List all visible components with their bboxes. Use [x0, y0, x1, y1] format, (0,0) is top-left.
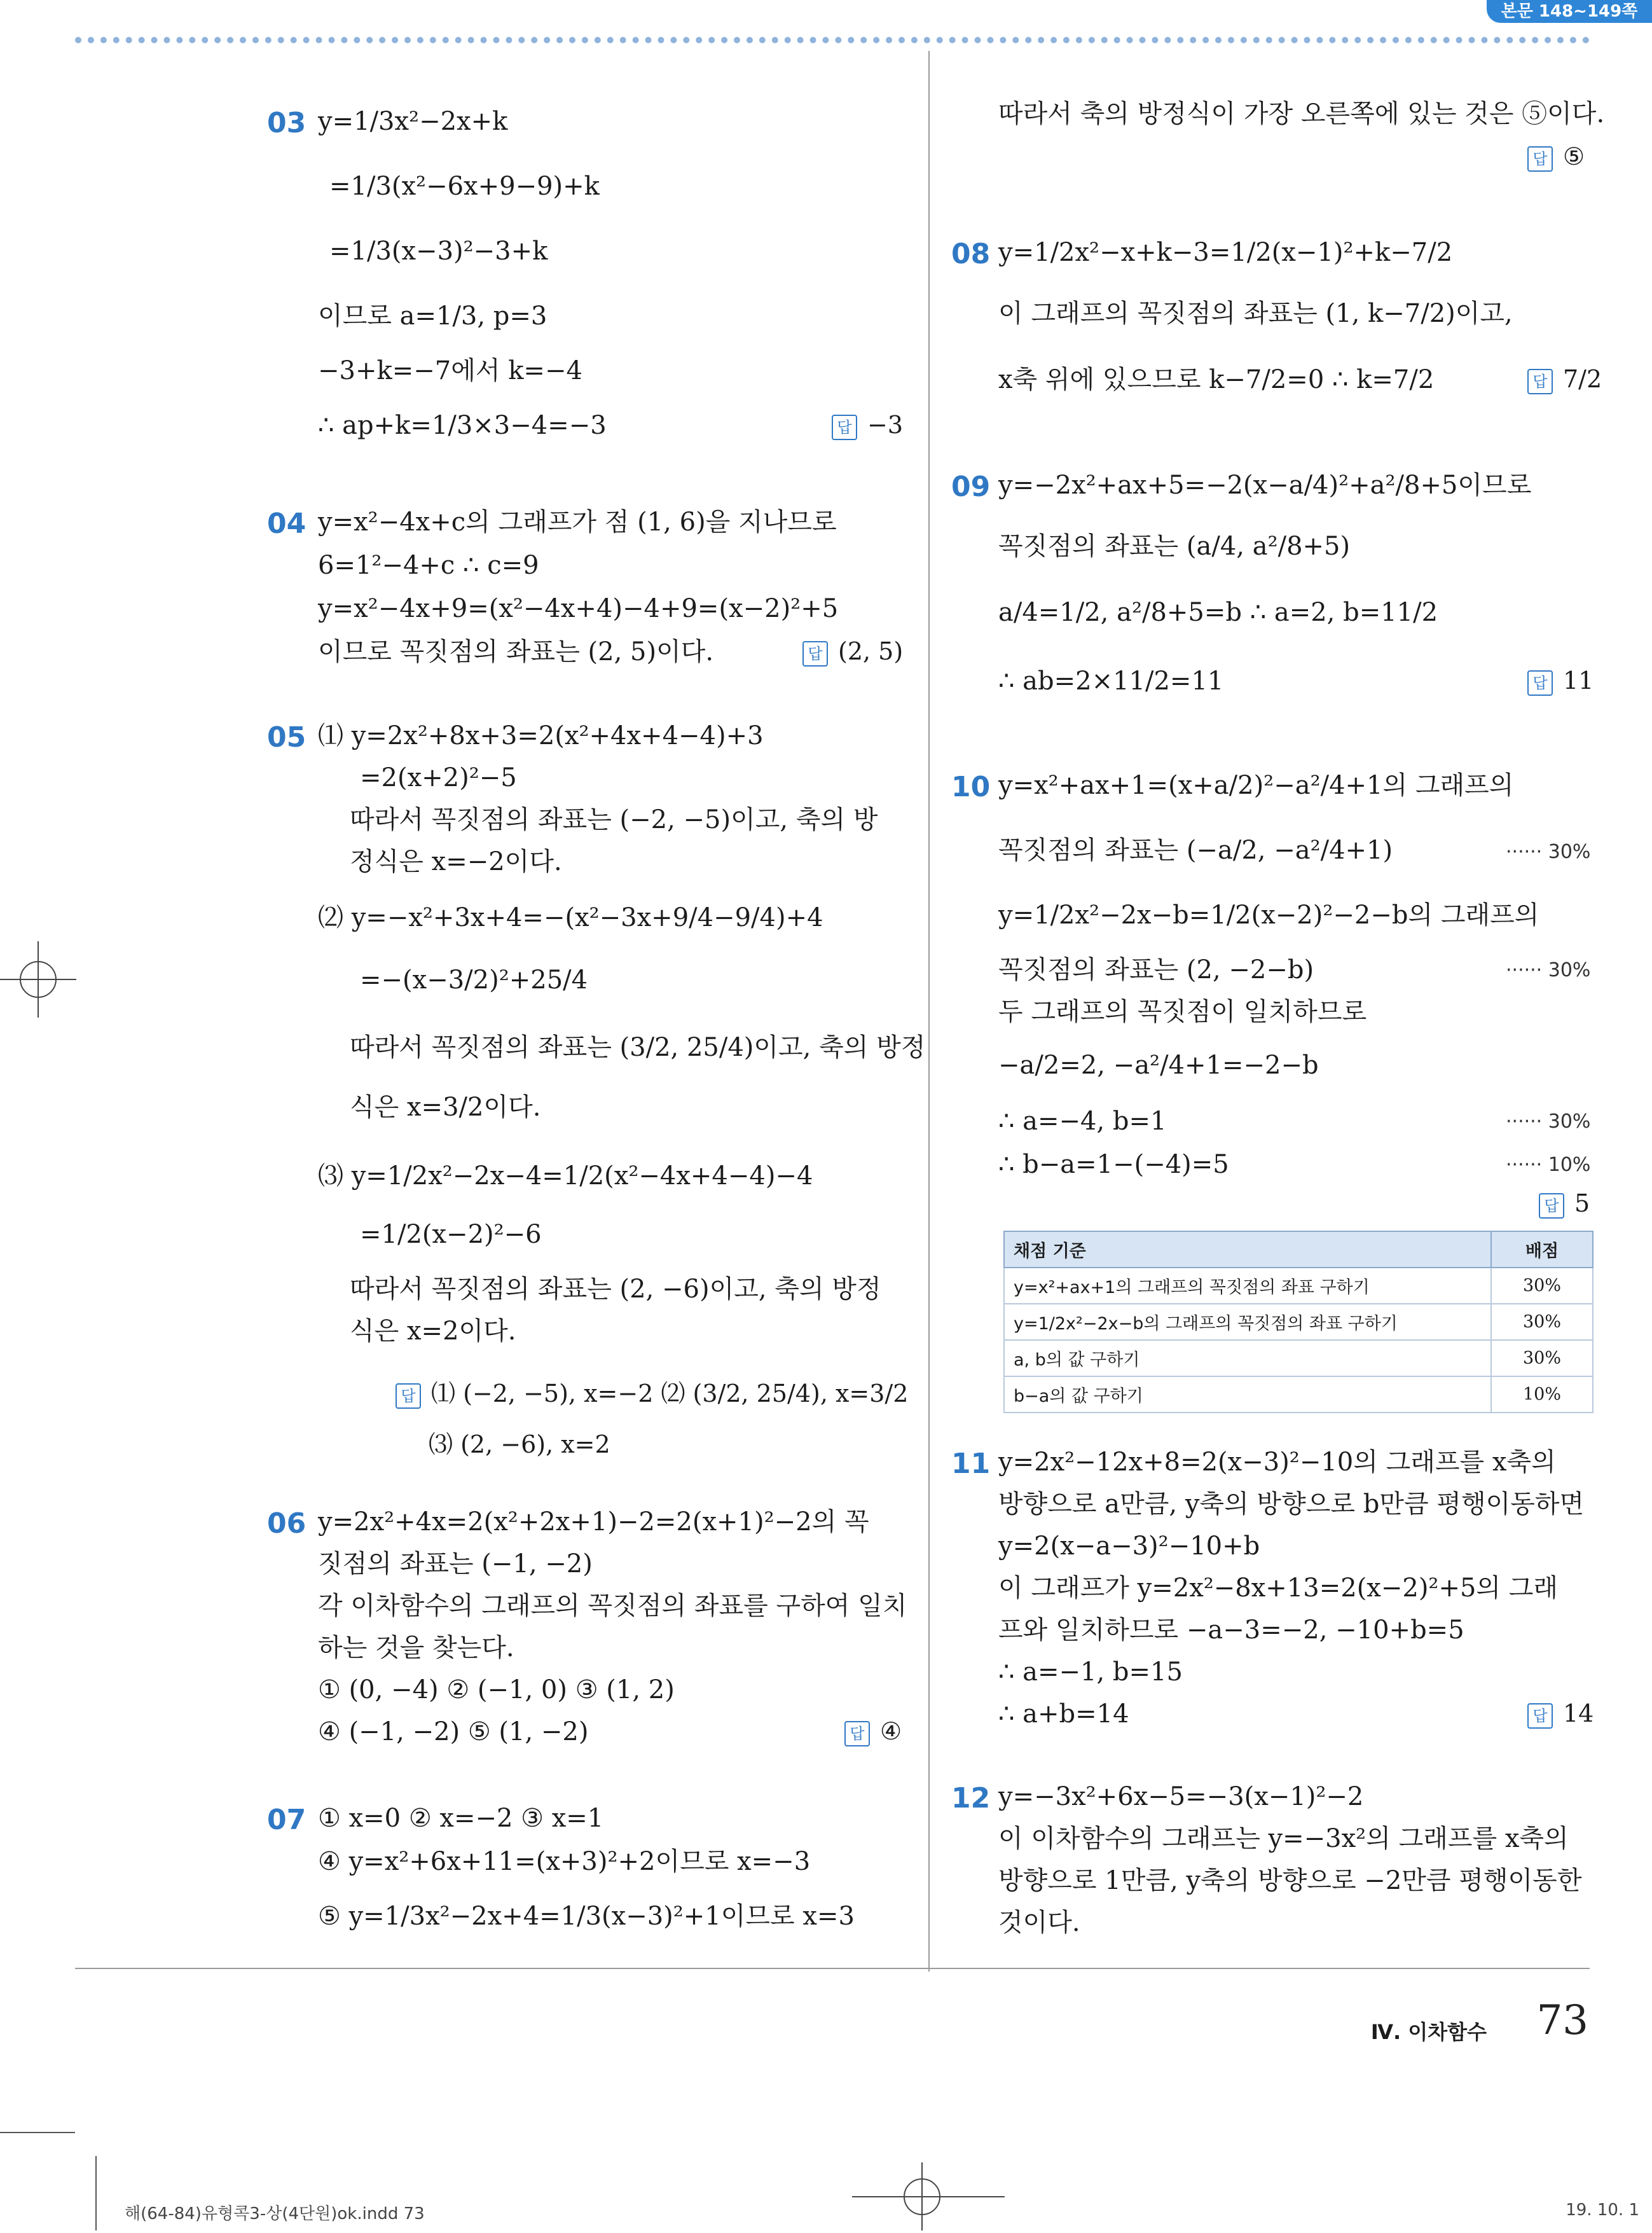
solution-line: 꼭짓점의 좌표는 (a/4, a²/8+5) [998, 532, 1351, 561]
solution-line: ∴ ap+k=1/3×3−4=−3 [318, 411, 607, 440]
solution-line: y=x²−4x+c의 그래프가 점 (1, 6)을 지나므로 [318, 508, 837, 537]
answer-value: (2, 5) [838, 637, 904, 665]
answer-value: 5 [1574, 1189, 1590, 1217]
grading-points: 30% [1491, 1268, 1593, 1304]
solution-line: 두 그래프의 꼭짓점이 일치하므로 [998, 997, 1367, 1027]
grading-criterion: a, b의 값 구하기 [1004, 1340, 1491, 1376]
solution-line: 꼭짓점의 좌표는 (−a/2, −a²/4+1) [998, 836, 1393, 865]
answer-value: 11 [1563, 667, 1594, 695]
solution-line: =2(x+2)²−5 [360, 763, 517, 792]
answer-label-icon: 답 [1527, 1703, 1553, 1729]
crop-mark [95, 2156, 97, 2230]
answer-label-icon: 답 [1527, 146, 1553, 172]
solution-line: y=x²+ax+1=(x+a/2)²−a²/4+1의 그래프의 [998, 771, 1514, 800]
solution-line: =1/2(x−2)²−6 [360, 1220, 542, 1249]
answer-label-icon: 답 [832, 415, 857, 440]
table-row [1004, 1268, 1593, 1304]
answer [802, 637, 903, 667]
grading-table [1003, 1231, 1593, 1413]
table-row [1004, 1340, 1593, 1376]
file-name: 해(64-84)유형콕3-상(4단원)ok.indd 73 [125, 2204, 425, 2223]
answer-label-icon: 답 [1527, 369, 1553, 394]
solution-line: 것이다. [998, 1908, 1080, 1937]
answer-continued: ⑶ (2, −6), x=2 [429, 1430, 610, 1458]
print-date: 19. 10. 1 [1566, 2201, 1639, 2220]
answer [1539, 1189, 1590, 1219]
solution-line: y=1/3x²−2x+k [318, 107, 508, 136]
solution-line: =−(x−3/2)²+25/4 [360, 965, 588, 995]
solution-line: y=x²−4x+9=(x²−4x+4)−4+9=(x−2)²+5 [318, 594, 839, 623]
solution-line: ∴ a=−1, b=15 [998, 1657, 1183, 1687]
answer-value: 14 [1563, 1699, 1594, 1727]
problem-number-04: 04 [267, 508, 306, 540]
answer [1527, 142, 1585, 172]
grading-criteria-header: 채점 기준 [1004, 1231, 1491, 1268]
table-row [1004, 1304, 1593, 1340]
answer-label-icon: 답 [1539, 1193, 1564, 1219]
problem-number-08: 08 [951, 238, 991, 270]
solution-line: a/4=1/2, a²/8+5=b ∴ a=2, b=11/2 [998, 598, 1438, 627]
solution-line: 따라서 꼭짓점의 좌표는 (3/2, 25/4)이고, 축의 방정 [350, 1033, 926, 1062]
solution-line: −3+k=−7에서 k=−4 [318, 356, 582, 385]
problem-number-07: 07 [267, 1804, 306, 1836]
answer-value: ④ [880, 1717, 902, 1745]
footer-rule [75, 1968, 1590, 1969]
page-range-tab: 본문 148~149쪽 [1487, 0, 1652, 23]
solution-line: =1/3(x−3)²−3+k [329, 237, 548, 266]
solution-line: ④ (−1, −2) ⑤ (1, −2) [318, 1717, 589, 1746]
solution-line: 하는 것을 찾는다. [318, 1633, 514, 1663]
crosshair-icon [0, 941, 76, 1018]
solution-line: x축 위에 있으므로 k−7/2=0 ∴ k=7/2 [998, 365, 1435, 394]
solution-line: 정식은 x=−2이다. [350, 847, 562, 876]
grading-points: 10% [1491, 1376, 1593, 1413]
score-percent: ······ 30% [1506, 959, 1591, 981]
score-percent: ······ 30% [1506, 841, 1591, 863]
problem-number-12: 12 [951, 1782, 991, 1815]
solution-line: y=2x²−12x+8=2(x−3)²−10의 그래프를 x축의 [998, 1448, 1556, 1477]
grading-points: 30% [1491, 1340, 1593, 1376]
registration-mark-left [0, 941, 76, 1018]
answer-label-icon: 답 [396, 1383, 421, 1409]
solution-line: y=−2x²+ax+5=−2(x−a/4)²+a²/8+5이므로 [998, 471, 1532, 500]
solution-line: ④ y=x²+6x+11=(x+3)²+2이므로 x=−3 [318, 1847, 811, 1876]
solution-line: −a/2=2, −a²/4+1=−2−b [998, 1051, 1319, 1080]
answer-label-icon: 답 [802, 641, 828, 667]
solution-line: 식은 x=2이다. [350, 1317, 516, 1346]
answer-label-icon: 답 [844, 1721, 870, 1746]
solution-line: 꼭짓점의 좌표는 (2, −2−b) [998, 955, 1314, 985]
solution-line: ⑴ y=2x²+8x+3=2(x²+4x+4−4)+3 [318, 721, 764, 750]
solution-line: 각 이차함수의 그래프의 꼭짓점의 좌표를 구하여 일치 [318, 1591, 907, 1621]
solution-line: 이므로 꼭짓점의 좌표는 (2, 5)이다. [318, 637, 714, 667]
score-percent: ······ 30% [1506, 1110, 1591, 1133]
solution-line: ∴ a+b=14 [998, 1699, 1129, 1729]
answer [1527, 1699, 1593, 1729]
crosshair-icon [852, 2162, 1005, 2230]
solution-line: 따라서 축의 방정식이 가장 오른쪽에 있는 것은 ⑤이다. [998, 99, 1605, 128]
answer-value: −3 [867, 411, 904, 439]
grading-criterion: y=x²+ax+1의 그래프의 꼭짓점의 좌표 구하기 [1004, 1268, 1491, 1304]
answer [396, 1374, 908, 1409]
problem-number-06: 06 [267, 1507, 306, 1540]
solution-line: 따라서 꼭짓점의 좌표는 (2, −6)이고, 축의 방정 [350, 1275, 881, 1304]
solution-line: 방향으로 a만큼, y축의 방향으로 b만큼 평행이동하면 [998, 1490, 1585, 1519]
grading-points-header: 배점 [1491, 1231, 1593, 1268]
solution-line: ⑤ y=1/3x²−2x+4=1/3(x−3)²+1이므로 x=3 [318, 1902, 855, 1931]
answer [1527, 667, 1593, 696]
solution-line: ⑵ y=−x²+3x+4=−(x²−3x+9/4−9/4)+4 [318, 903, 823, 932]
table-row [1004, 1376, 1593, 1413]
grading-table-header [1004, 1231, 1593, 1268]
answer-value: ⑴ (−2, −5), x=−2 ⑵ (3/2, 25/4), x=3/2 [431, 1379, 909, 1407]
solution-line: ∴ ab=2×11/2=11 [998, 667, 1224, 696]
solution-line: y=1/2x²−2x−b=1/2(x−2)²−2−b의 그래프의 [998, 901, 1539, 930]
crop-mark [0, 2132, 75, 2133]
grading-criterion: y=1/2x²−2x−b의 그래프의 꼭짓점의 좌표 구하기 [1004, 1304, 1491, 1340]
solution-line: 따라서 꼭짓점의 좌표는 (−2, −5)이고, 축의 방 [350, 805, 878, 834]
score-percent: ······ 10% [1506, 1154, 1591, 1176]
answer-label-icon: 답 [1527, 670, 1553, 696]
problem-number-03: 03 [267, 107, 306, 139]
problem-number-11: 11 [951, 1448, 991, 1480]
solution-line: ∴ b−a=1−(−4)=5 [998, 1150, 1229, 1179]
header-dotted-line [75, 37, 1590, 43]
answer-value: 7/2 [1563, 365, 1602, 393]
solution-line: y=−3x²+6x−5=−3(x−1)²−2 [998, 1782, 1364, 1811]
solution-line: 6=1²−4+c ∴ c=9 [318, 551, 539, 580]
problem-number-05: 05 [267, 721, 306, 754]
solution-line: 방향으로 1만큼, y축의 방향으로 −2만큼 평행이동한 [998, 1866, 1582, 1895]
solution-line: 짓점의 좌표는 (−1, −2) [318, 1549, 593, 1579]
page-number: 73 [1536, 1997, 1588, 2044]
solution-line: ⑶ y=1/2x²−2x−4=1/2(x²−4x+4−4)−4 [318, 1161, 813, 1191]
solution-line: ∴ a=−4, b=1 [998, 1107, 1167, 1136]
answer [1527, 365, 1602, 394]
answer [832, 411, 903, 440]
answer [844, 1717, 902, 1746]
solution-line: y=1/2x²−x+k−3=1/2(x−1)²+k−7/2 [998, 238, 1453, 267]
solution-line: 식은 x=3/2이다. [350, 1093, 541, 1122]
registration-mark-bottom [852, 2162, 1005, 2230]
grading-points: 30% [1491, 1304, 1593, 1340]
solution-line: ① (0, −4) ② (−1, 0) ③ (1, 2) [318, 1675, 675, 1704]
solution-line: =1/3(x²−6x+9−9)+k [329, 172, 600, 201]
answer-value: ⑤ [1563, 142, 1585, 170]
problem-number-10: 10 [951, 771, 991, 803]
solution-line: 이 그래프의 꼭짓점의 좌표는 (1, k−7/2)이고, [998, 299, 1513, 328]
solution-line: y=2(x−a−3)²−10+b [998, 1531, 1260, 1561]
solution-line: 이므로 a=1/3, p=3 [318, 301, 547, 331]
solution-line: y=2x²+4x=2(x²+2x+1)−2=2(x+1)²−2의 꼭 [318, 1507, 869, 1537]
solution-line: ① x=0 ② x=−2 ③ x=1 [318, 1804, 604, 1833]
grading-criterion: b−a의 값 구하기 [1004, 1376, 1491, 1413]
problem-number-09: 09 [951, 471, 991, 503]
solution-line: 이 그래프가 y=2x²−8x+13=2(x−2)²+5의 그래 [998, 1573, 1559, 1603]
solution-line: 이 이차함수의 그래프는 y=−3x²의 그래프를 x축의 [998, 1824, 1569, 1853]
section-title: Ⅳ. 이차함수 [1370, 2020, 1487, 2044]
solution-line: 프와 일치하므로 −a−3=−2, −10+b=5 [998, 1615, 1464, 1645]
column-divider [928, 51, 930, 1972]
